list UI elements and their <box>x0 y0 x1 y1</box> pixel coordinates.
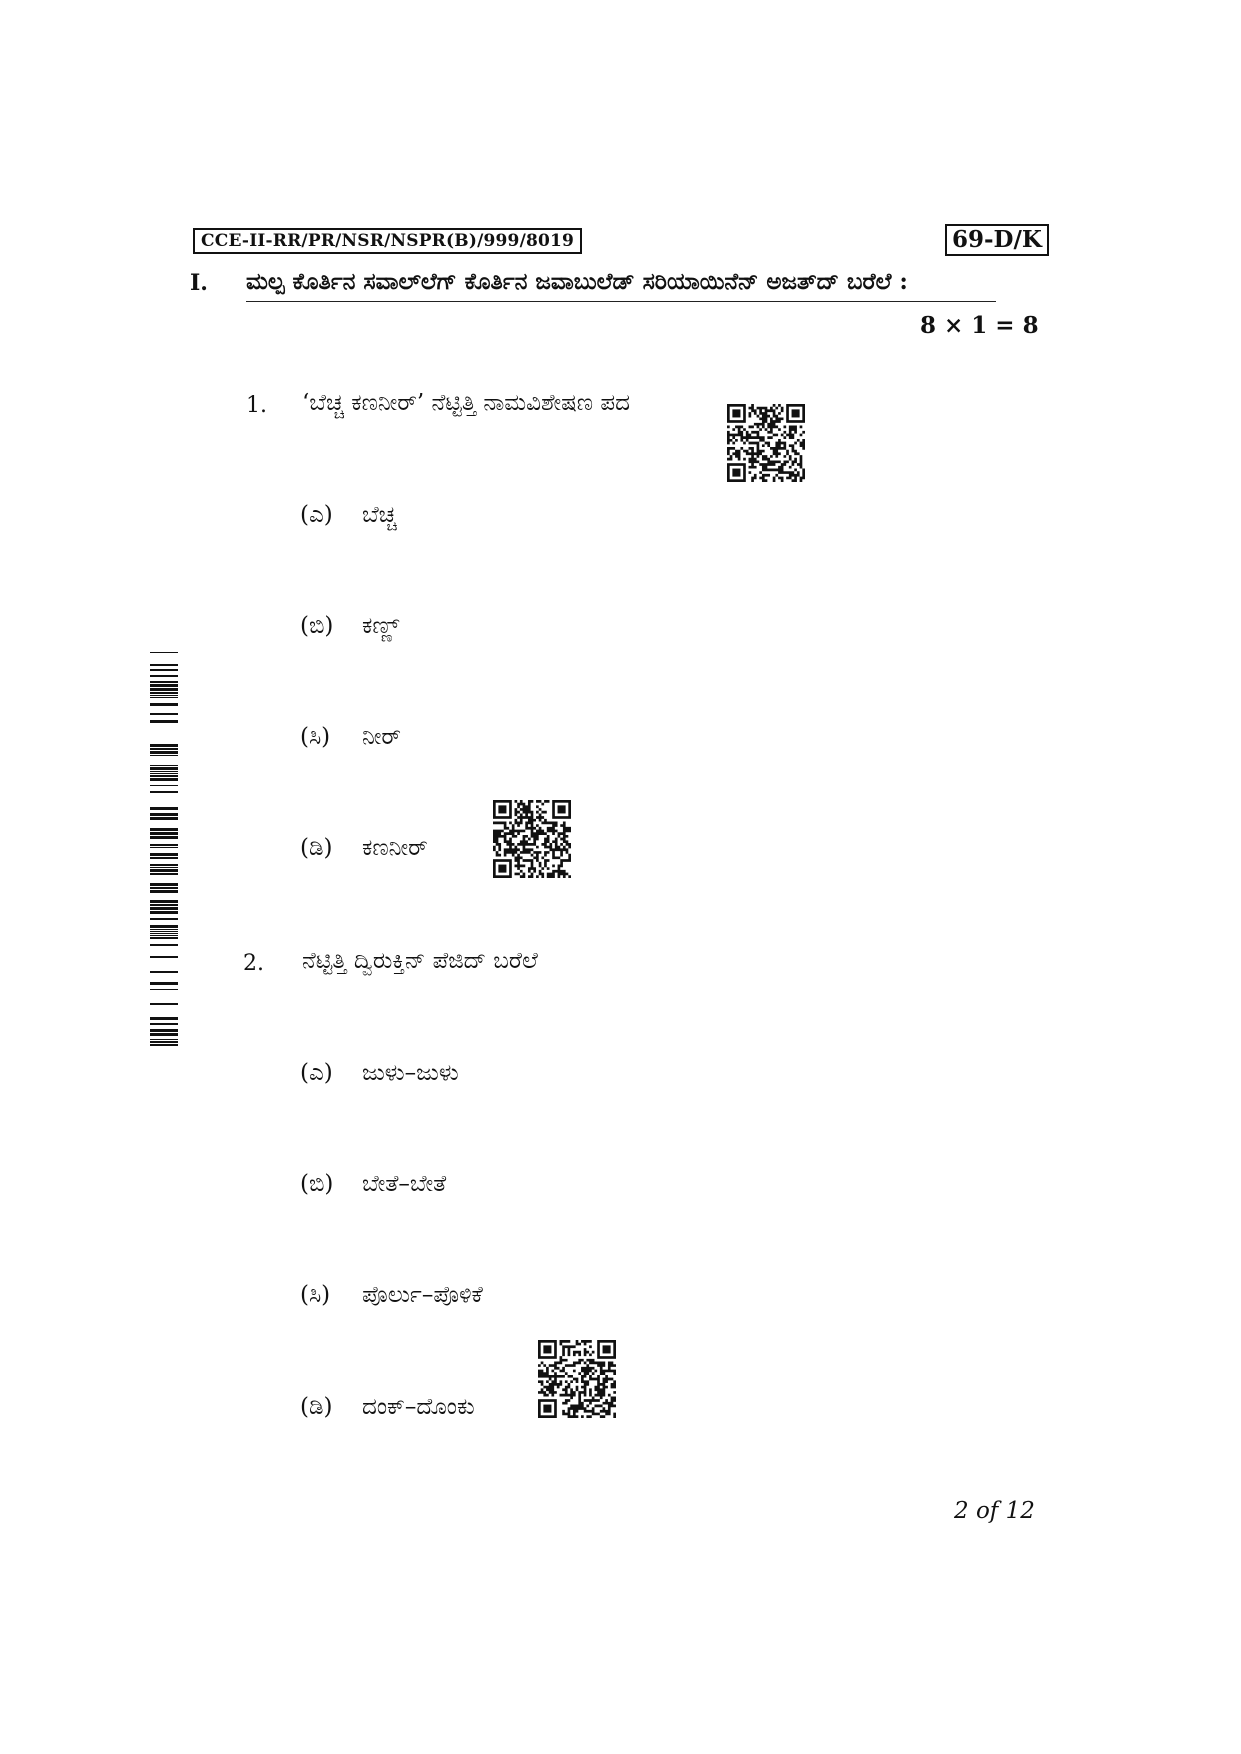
option-label: (ಎ) <box>300 502 333 528</box>
option-label: (ಡಿ) <box>300 835 333 861</box>
qr-code-icon <box>493 800 571 878</box>
option-b <box>300 613 399 639</box>
qr-code-icon <box>727 404 805 482</box>
option-label: (ಡಿ) <box>300 1394 333 1420</box>
option-c <box>300 724 401 750</box>
option-d <box>300 1394 475 1420</box>
section-number: I. <box>190 270 208 296</box>
option-text: ಬೇತೆ–ಬೇತೆ <box>362 1171 447 1197</box>
option-label: (ಬಿ) <box>300 1171 334 1197</box>
option-text: ನೀರ್ <box>362 724 402 750</box>
question-number: 2. <box>243 951 264 976</box>
option-label: (ಸಿ) <box>300 1282 331 1308</box>
option-text: ಬೆಚ್ಚ <box>362 502 397 528</box>
option-text: ಕಣ್ಣ್ <box>362 613 400 639</box>
section-instruction: ಮಲ್ಪ ಕೊರ್ತಿನ ಸವಾಲ್‌ಲೆಗ್ ಕೊರ್ತಿನ ಜವಾಬುಲೆಡ್ ಸರಿಯಾಯಿನೆನ್ ಅಜತ್‌ದ್ ಬರೆಲೆ : <box>246 268 996 302</box>
option-text: ಕಣನೀರ್ <box>362 835 428 861</box>
option-label: (ಸಿ) <box>300 724 331 750</box>
option-b <box>300 1171 446 1197</box>
option-label: (ಎ) <box>300 1060 333 1086</box>
page-number: 2 of 12 <box>954 1498 1035 1524</box>
option-c <box>300 1282 483 1308</box>
barcode-icon <box>150 648 178 1046</box>
question-text: ‘ಬೆಚ್ಚ ಕಣನೀರ್’ ನೆಟ್ಟಿತ್ತಿ ನಾಮವಿಶೇಷಣ ಪದ <box>302 390 631 416</box>
option-text: ಜುಳು–ಜುಳು <box>362 1060 459 1086</box>
option-d <box>300 835 428 861</box>
option-text: ದಂಕ್–ದೊಂಕು <box>362 1394 475 1420</box>
paper-code: CCE-II-RR/PR/NSR/NSPR(B)/999/8019 <box>193 228 582 254</box>
section-marks: 8 × 1 = 8 <box>920 312 1039 339</box>
subject-code: 69-D/K <box>945 224 1049 256</box>
question-number: 1. <box>246 393 267 418</box>
option-a <box>300 502 397 528</box>
option-label: (ಬಿ) <box>300 613 334 639</box>
question-text: ನೆಟ್ಟಿತ್ತಿ ದ್ವಿರುಕ್ತಿನ್ ಪೆಜಿದ್ ಬರೆಲೆ <box>302 948 538 974</box>
option-text: ಪೊರ್ಲು–ಪೊಳಿಕೆ <box>362 1282 483 1308</box>
qr-code-icon <box>538 1340 616 1418</box>
option-a <box>300 1060 459 1086</box>
